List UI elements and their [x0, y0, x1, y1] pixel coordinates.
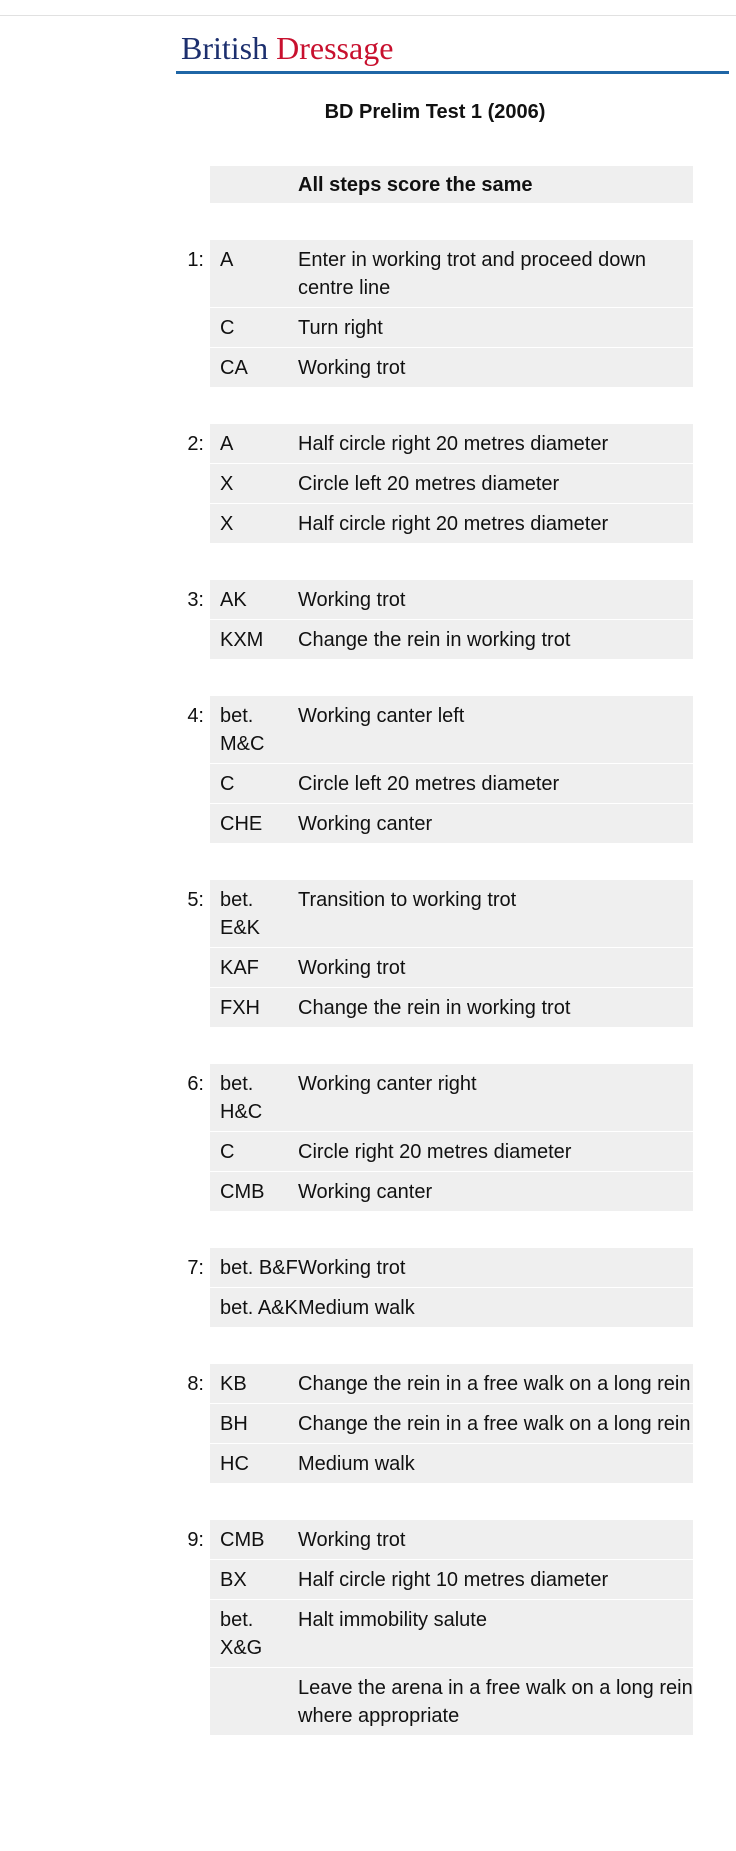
movement-block — [0, 1064, 736, 1211]
step-location: CA — [220, 357, 248, 379]
step-row — [210, 308, 693, 348]
movement-number: 8: — [187, 1373, 204, 1395]
step-location: BH — [220, 1413, 248, 1435]
step-description: Working canter — [298, 1181, 433, 1203]
step-description: Circle left 20 metres diameter — [298, 773, 560, 795]
step-description: Transition to working trot — [298, 889, 517, 911]
step-location: C — [220, 1141, 235, 1163]
step-location: C — [220, 773, 235, 795]
step-row — [210, 1172, 693, 1211]
movement-block — [0, 1520, 736, 1735]
movement-block — [0, 696, 736, 843]
movement-steps — [210, 1520, 693, 1735]
step-description: Half circle right 10 metres diameter — [298, 1569, 609, 1591]
step-location: bet. B&F — [220, 1257, 298, 1279]
step-row — [210, 1288, 693, 1327]
step-description: Turn right — [298, 317, 383, 339]
step-row — [210, 424, 693, 464]
step-row — [210, 1064, 693, 1132]
top-divider — [0, 15, 736, 16]
movement-block — [0, 1364, 736, 1483]
step-location: FXH — [220, 997, 260, 1019]
step-row — [210, 1560, 693, 1600]
step-row — [210, 580, 693, 620]
step-row — [210, 696, 693, 764]
step-description: Working canter — [298, 813, 433, 835]
movement-steps — [210, 1248, 693, 1327]
step-row — [210, 240, 693, 308]
step-description: Leave the arena in a free walk on a long rein where appropriate — [298, 1677, 693, 1727]
step-row — [210, 620, 693, 659]
step-row — [210, 504, 693, 543]
step-description: Circle right 20 metres diameter — [298, 1141, 572, 1163]
step-location: AK — [220, 589, 247, 611]
movement-number: 5: — [187, 889, 204, 911]
step-location: bet. M&C — [220, 705, 265, 755]
step-location: KAF — [220, 957, 259, 979]
score-note-row — [210, 166, 693, 203]
step-row — [210, 880, 693, 948]
movement-steps — [210, 880, 693, 1027]
brand-logo — [181, 28, 393, 68]
step-row — [210, 1520, 693, 1560]
step-description: Half circle right 20 metres diameter — [298, 513, 609, 535]
step-description: Change the rein in a free walk on a long rein — [298, 1373, 691, 1395]
step-location: KB — [220, 1373, 247, 1395]
movement-block — [0, 880, 736, 1027]
step-location: CMB — [220, 1181, 265, 1203]
movement-number: 1: — [187, 249, 204, 271]
movement-block — [0, 240, 736, 387]
brand-name-part1: British — [181, 30, 269, 66]
step-location: X — [220, 513, 234, 535]
movement-block — [0, 580, 736, 659]
step-row — [210, 1404, 693, 1444]
step-description: Halt immobility salute — [298, 1609, 487, 1631]
movement-number: 2: — [187, 433, 204, 455]
step-description: Working trot — [298, 589, 406, 611]
test-sheet — [0, 166, 736, 1735]
step-location: bet. X&G — [220, 1609, 263, 1659]
step-location: C — [220, 317, 235, 339]
step-location: CMB — [220, 1529, 265, 1551]
step-row — [210, 988, 693, 1027]
step-description: Circle left 20 metres diameter — [298, 473, 560, 495]
movement-number: 7: — [187, 1257, 204, 1279]
step-description: Enter in working trot and proceed down centre line — [298, 249, 646, 299]
brand-name-part2: Dressage — [276, 30, 394, 66]
step-row — [210, 464, 693, 504]
step-location: A — [220, 433, 234, 455]
movement-steps — [210, 580, 693, 659]
movement-block — [0, 424, 736, 543]
step-description: Change the rein in working trot — [298, 997, 571, 1019]
movement-number: 3: — [187, 589, 204, 611]
step-description: Change the rein in a free walk on a long rein — [298, 1413, 691, 1435]
step-location: CHE — [220, 813, 263, 835]
step-description: Change the rein in working trot — [298, 629, 571, 651]
step-location — [210, 1674, 298, 1730]
step-location: bet. E&K — [220, 889, 261, 939]
step-row — [210, 1364, 693, 1404]
movement-number: 6: — [187, 1073, 204, 1095]
step-row — [210, 764, 693, 804]
step-description: Working trot — [298, 357, 406, 379]
step-row — [210, 1248, 693, 1288]
step-location: KXM — [220, 629, 264, 651]
step-description: Half circle right 20 metres diameter — [298, 433, 609, 455]
step-row — [210, 1132, 693, 1172]
step-description: Working canter left — [298, 705, 465, 727]
step-row — [210, 804, 693, 843]
movement-steps — [210, 240, 693, 387]
movement-block — [0, 1248, 736, 1327]
step-location: bet. A&K — [220, 1297, 298, 1319]
step-row — [210, 1444, 693, 1483]
step-location: X — [220, 473, 234, 495]
step-description: Working trot — [298, 1529, 406, 1551]
score-note: All steps score the same — [298, 174, 533, 196]
movement-steps — [210, 1064, 693, 1211]
step-location: A — [220, 249, 234, 271]
step-description: Working trot — [298, 1257, 406, 1279]
step-location: HC — [220, 1453, 249, 1475]
step-location: BX — [220, 1569, 247, 1591]
step-description: Working canter right — [298, 1073, 477, 1095]
movement-steps — [210, 696, 693, 843]
brand-underline — [176, 71, 729, 74]
movement-number: 4: — [187, 705, 204, 727]
test-title: BD Prelim Test 1 (2006) — [324, 101, 546, 123]
movement-list — [0, 240, 736, 1735]
movement-steps — [210, 424, 693, 543]
step-location: bet. H&C — [220, 1073, 263, 1123]
step-row — [210, 348, 693, 387]
step-row — [210, 948, 693, 988]
step-row — [210, 1668, 693, 1735]
movement-number: 9: — [187, 1529, 204, 1551]
step-row — [210, 1600, 693, 1668]
movement-steps — [210, 1364, 693, 1483]
step-description: Medium walk — [298, 1297, 415, 1319]
step-description: Working trot — [298, 957, 406, 979]
step-description: Medium walk — [298, 1453, 415, 1475]
